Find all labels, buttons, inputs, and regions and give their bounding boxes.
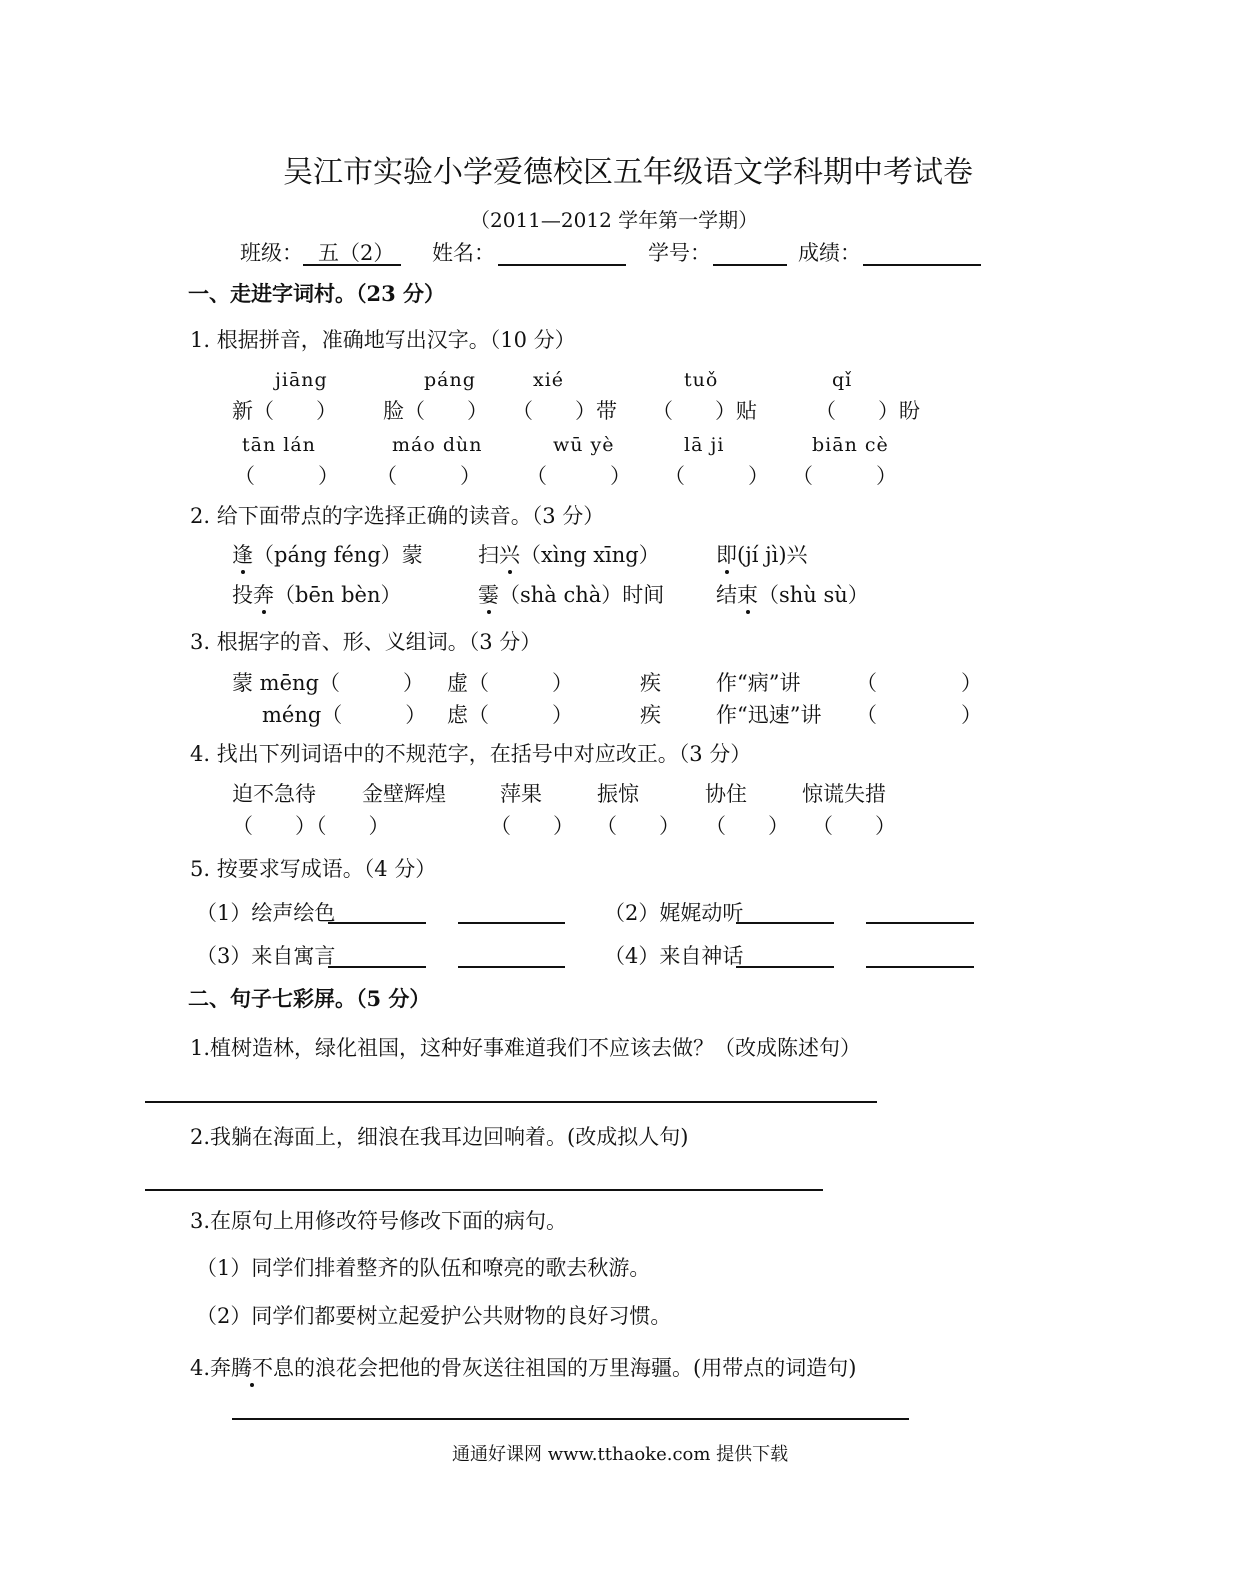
page-title: 吴江市实验小学爱德校区五年级语文学科期中考试卷 xyxy=(283,155,973,190)
name-blank xyxy=(498,264,626,266)
q1-pinyin: páng xyxy=(424,369,476,391)
q4-blank[interactable]: （ ） xyxy=(705,814,789,838)
q2-item-text: 投 xyxy=(232,583,253,607)
q1-blank[interactable]: （ ） xyxy=(792,464,897,488)
s2-q3: 3.在原句上用修改符号修改下面的病句。 xyxy=(190,1209,568,1233)
q5-prompt: 5. 按要求写成语。（4 分） xyxy=(190,857,437,881)
id-blank xyxy=(713,264,787,266)
q2-item xyxy=(232,545,423,566)
q1-pinyin: qǐ xyxy=(832,369,853,391)
q1-pinyin: tān lán xyxy=(242,434,316,456)
dotted-word: 奔腾不息 xyxy=(210,1356,295,1380)
s2-q4-text: 的浪花会把他的骨灰送往祖国的万里海疆。(用带点的词造句) xyxy=(294,1356,857,1380)
q3-item: 作“迅速”讲 xyxy=(716,703,822,727)
dotted-char: 霎 xyxy=(478,583,499,607)
q1-pinyin: wū yè xyxy=(553,434,615,456)
dotted-char: 奔 xyxy=(253,583,274,607)
q3-item: 作“病”讲 xyxy=(716,671,801,695)
q5-blank[interactable] xyxy=(866,922,974,924)
q4-word: 惊谎失措 xyxy=(802,782,886,806)
footer-text: 通通好课网 www.tthaoke.com 提供下载 xyxy=(452,1444,789,1465)
q1-blank[interactable]: （ ） xyxy=(234,464,339,488)
dotted-char: 兴 xyxy=(499,543,520,567)
q3-item[interactable]: （ ） xyxy=(856,671,982,695)
q2-item xyxy=(478,545,660,566)
section2-heading: 二、句子七彩屏。（5 分） xyxy=(188,986,431,1011)
q5-item: （2）娓娓动听 xyxy=(604,901,744,925)
q2-item-text: （xìng xīng） xyxy=(520,543,660,567)
q4-blank[interactable]: （ ） xyxy=(490,814,574,838)
q2-item-text: （shù sù） xyxy=(758,583,869,607)
q2-item-text: （bēn bèn） xyxy=(274,583,402,607)
s2-q1: 1.植树造林，绿化祖国，这种好事难道我们不应该去做？（改成陈述句） xyxy=(190,1036,862,1060)
q5-blank[interactable] xyxy=(328,966,426,968)
q3-item[interactable]: 蒙 mēng（ ） xyxy=(232,671,424,695)
q2-item-text: （shà chà）时间 xyxy=(499,583,665,607)
q1-pinyin: lā ji xyxy=(684,434,725,456)
q3-item: 疾 xyxy=(640,671,661,695)
s2-q4-answer-line[interactable] xyxy=(232,1418,909,1420)
q3-item[interactable]: méng（ ） xyxy=(262,703,427,727)
q1-pinyin: jiāng xyxy=(275,369,328,391)
q1-blank[interactable]: 脸（ ） xyxy=(383,399,488,423)
q4-prompt: 4. 找出下列词语中的不规范字，在括号中对应改正。（3 分） xyxy=(190,742,752,766)
score-blank xyxy=(863,264,981,266)
s2-q3-item: （1）同学们排着整齐的队伍和嘹亮的歌去秋游。 xyxy=(196,1256,651,1280)
s2-q3-item: （2）同学们都要树立起爱护公共财物的良好习惯。 xyxy=(196,1304,672,1328)
q1-blank[interactable]: 新（ ） xyxy=(232,399,337,423)
q4-word: 协住 xyxy=(705,782,747,806)
q3-prompt: 3. 根据字的音、形、义组词。（3 分） xyxy=(190,630,542,654)
q2-item-text: （páng féng）蒙 xyxy=(253,543,423,567)
id-label: 学号： xyxy=(648,241,711,265)
q1-prompt: 1. 根据拼音，准确地写出汉字。（10 分） xyxy=(190,328,576,352)
q3-item[interactable]: （ ） xyxy=(856,703,982,727)
q1-blank[interactable]: （ ） xyxy=(664,464,769,488)
q5-blank[interactable] xyxy=(328,922,426,924)
q1-blank[interactable]: （ ）带 xyxy=(512,399,617,423)
q5-blank[interactable] xyxy=(736,922,834,924)
q5-item: （4）来自神话 xyxy=(604,944,744,968)
dotted-char: 逢 xyxy=(232,543,253,567)
q5-blank[interactable] xyxy=(736,966,834,968)
q4-word: 振惊 xyxy=(597,782,639,806)
page-subtitle: （2011—2012 学年第一学期） xyxy=(470,208,759,232)
q4-blank[interactable]: （ ） xyxy=(812,814,896,838)
name-label: 姓名： xyxy=(432,241,495,265)
q1-blank[interactable]: （ ）盼 xyxy=(815,399,920,423)
q2-item xyxy=(716,545,808,566)
dotted-char: 束 xyxy=(737,583,758,607)
q2-item-text: 结 xyxy=(716,583,737,607)
s2-q4 xyxy=(190,1358,856,1379)
q4-word: 金壁辉煌 xyxy=(362,782,446,806)
s2-q2-answer-line[interactable] xyxy=(145,1189,823,1191)
q5-item: （3）来自寓言 xyxy=(196,944,336,968)
section1-heading: 一、走进字词村。（23 分） xyxy=(188,281,446,306)
q4-blank[interactable]: （ ） xyxy=(596,814,680,838)
q2-item-text: 扫 xyxy=(478,543,499,567)
class-label: 班级： xyxy=(240,241,303,265)
q3-item[interactable]: 虑（ ） xyxy=(447,703,573,727)
s2-q2: 2.我躺在海面上，细浪在我耳边回响着。(改成拟人句) xyxy=(190,1125,689,1149)
q3-item: 疾 xyxy=(640,703,661,727)
q1-pinyin: xié xyxy=(533,369,565,391)
q4-word: 萍果 xyxy=(500,782,542,806)
q5-blank[interactable] xyxy=(866,966,974,968)
q1-blank[interactable]: （ ） xyxy=(376,464,481,488)
class-underline xyxy=(303,264,401,266)
q2-item xyxy=(478,585,664,606)
s2-q1-answer-line[interactable] xyxy=(145,1101,877,1103)
q2-item-text: (jí jì)兴 xyxy=(737,543,808,567)
q1-blank[interactable]: （ ）贴 xyxy=(652,399,757,423)
q2-item xyxy=(232,585,401,606)
score-label: 成绩： xyxy=(798,241,861,265)
dotted-char: 即 xyxy=(716,543,737,567)
q1-blank[interactable]: （ ） xyxy=(526,464,631,488)
q1-pinyin: biān cè xyxy=(812,434,889,456)
class-value: 五（2） xyxy=(318,241,395,265)
q1-pinyin: tuǒ xyxy=(684,369,719,391)
q2-item xyxy=(716,585,869,606)
q5-item: （1）绘声绘色 xyxy=(196,901,336,925)
q5-blank[interactable] xyxy=(458,922,565,924)
s2-q4-number: 4. xyxy=(190,1356,211,1380)
q2-prompt: 2. 给下面带点的字选择正确的读音。（3 分） xyxy=(190,504,605,528)
q3-item[interactable]: 虚（ ） xyxy=(447,671,573,695)
q1-pinyin: máo dùn xyxy=(392,434,483,456)
q4-word: 迫不急待 xyxy=(232,782,316,806)
q4-blank[interactable]: （ ）（ ） xyxy=(232,814,390,838)
q5-blank[interactable] xyxy=(458,966,565,968)
